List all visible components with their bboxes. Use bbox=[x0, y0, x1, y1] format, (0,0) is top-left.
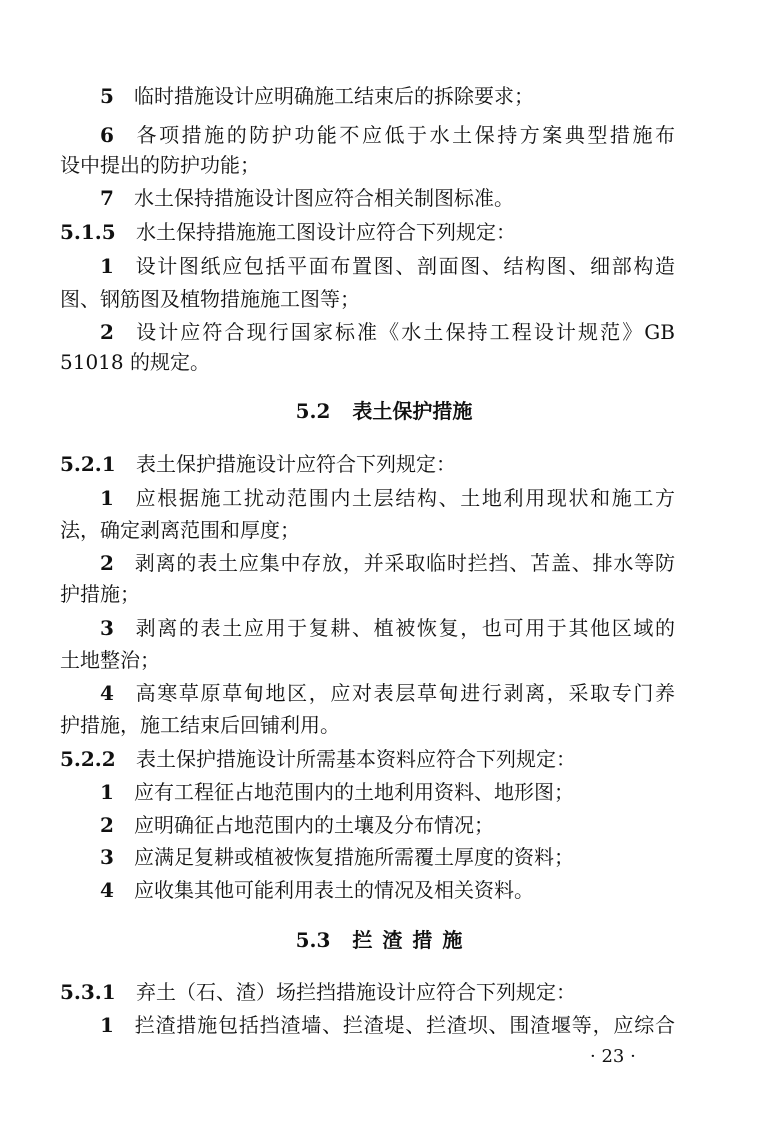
clause-text: 表土保护措施设计所需基本资料应符合下列规定： bbox=[136, 747, 576, 771]
clause-number: 5.2.1 bbox=[60, 452, 116, 476]
item-text: 应有工程征占地范围内的土地利用资料、地形图； bbox=[134, 780, 574, 804]
list-item bbox=[100, 876, 675, 904]
list-item bbox=[100, 318, 675, 346]
item-text: 剥离的表土应集中存放，并采取临时拦挡、苫盖、排水等防 bbox=[134, 551, 675, 575]
item-text: 护措施； bbox=[60, 582, 140, 606]
section-heading bbox=[0, 397, 768, 425]
item-number: 1 bbox=[100, 254, 114, 278]
item-text: 设中提出的防护功能； bbox=[60, 153, 260, 177]
clause bbox=[60, 218, 675, 246]
section-heading bbox=[0, 926, 768, 954]
clause bbox=[60, 450, 675, 478]
clause bbox=[60, 745, 675, 773]
item-text: 土地整治； bbox=[60, 648, 160, 672]
section-number: 5.3 bbox=[295, 928, 331, 952]
item-text: 护措施，施工结束后回铺利用。 bbox=[60, 713, 340, 737]
continuation-line bbox=[60, 580, 675, 608]
list-item bbox=[100, 843, 675, 871]
item-text: 法，确定剥离范围和厚度； bbox=[60, 518, 300, 542]
item-text: 临时措施设计应明确施工结束后的拆除要求； bbox=[134, 84, 534, 108]
list-item bbox=[100, 121, 675, 149]
clause-number: 5.2.2 bbox=[60, 747, 116, 771]
item-number: 1 bbox=[100, 780, 114, 804]
item-text: 设计应符合现行国家标准《水土保持工程设计规范》GB bbox=[134, 320, 675, 344]
item-number: 4 bbox=[100, 878, 114, 902]
item-text: 应收集其他可能利用表土的情况及相关资料。 bbox=[134, 878, 534, 902]
section-title: 表土保护措施 bbox=[352, 399, 473, 423]
clause-number: 5.3.1 bbox=[60, 980, 116, 1004]
continuation-line bbox=[60, 151, 675, 179]
list-item bbox=[100, 549, 675, 577]
continuation-line bbox=[60, 516, 675, 544]
list-item bbox=[100, 82, 675, 110]
item-number: 1 bbox=[100, 1013, 114, 1037]
item-number: 2 bbox=[100, 551, 114, 575]
continuation-line bbox=[60, 348, 675, 376]
item-text: 高寒草原草甸地区，应对表层草甸进行剥离，采取专门养 bbox=[134, 681, 675, 705]
item-number: 7 bbox=[100, 186, 114, 210]
item-number: 3 bbox=[100, 845, 114, 869]
item-text: 51018 的规定。 bbox=[60, 350, 210, 374]
list-item bbox=[100, 679, 675, 707]
list-item bbox=[100, 184, 675, 212]
continuation-line bbox=[60, 285, 675, 313]
list-item bbox=[100, 778, 675, 806]
section-number: 5.2 bbox=[295, 399, 331, 423]
item-number: 6 bbox=[100, 123, 114, 147]
continuation-line bbox=[60, 711, 675, 739]
page-number: · 23 · bbox=[590, 1046, 636, 1067]
clause-number: 5.1.5 bbox=[60, 220, 116, 244]
item-number: 3 bbox=[100, 616, 114, 640]
list-item bbox=[100, 1011, 675, 1039]
item-text: 各项措施的防护功能不应低于水土保持方案典型措施布 bbox=[134, 123, 675, 147]
item-text: 拦渣措施包括挡渣墙、拦渣堤、拦渣坝、围渣堰等，应综合 bbox=[134, 1013, 675, 1037]
clause-text: 表土保护措施设计应符合下列规定： bbox=[136, 452, 456, 476]
item-text: 设计图纸应包括平面布置图、剖面图、结构图、细部构造 bbox=[134, 254, 675, 278]
section-title: 拦渣措施 bbox=[352, 928, 473, 952]
item-number: 5 bbox=[100, 84, 114, 108]
item-text: 应根据施工扰动范围内土层结构、土地利用现状和施工方 bbox=[134, 486, 675, 510]
item-text: 应明确征占地范围内的土壤及分布情况； bbox=[134, 813, 494, 837]
item-number: 2 bbox=[100, 320, 114, 344]
item-number: 2 bbox=[100, 813, 114, 837]
clause-text: 水土保持措施施工图设计应符合下列规定： bbox=[136, 220, 516, 244]
list-item bbox=[100, 811, 675, 839]
list-item bbox=[100, 252, 675, 280]
list-item bbox=[100, 484, 675, 512]
list-item bbox=[100, 614, 675, 642]
item-number: 1 bbox=[100, 486, 114, 510]
item-text: 应满足复耕或植被恢复措施所需覆土厚度的资料； bbox=[134, 845, 574, 869]
continuation-line bbox=[60, 646, 675, 674]
clause bbox=[60, 978, 675, 1006]
item-number: 4 bbox=[100, 681, 114, 705]
item-text: 剥离的表土应用于复耕、植被恢复，也可用于其他区域的 bbox=[134, 616, 675, 640]
item-text: 水土保持措施设计图应符合相关制图标准。 bbox=[134, 186, 514, 210]
item-text: 图、钢筋图及植物措施施工图等； bbox=[60, 287, 360, 311]
clause-text: 弃土（石、渣）场拦挡措施设计应符合下列规定： bbox=[136, 980, 576, 1004]
